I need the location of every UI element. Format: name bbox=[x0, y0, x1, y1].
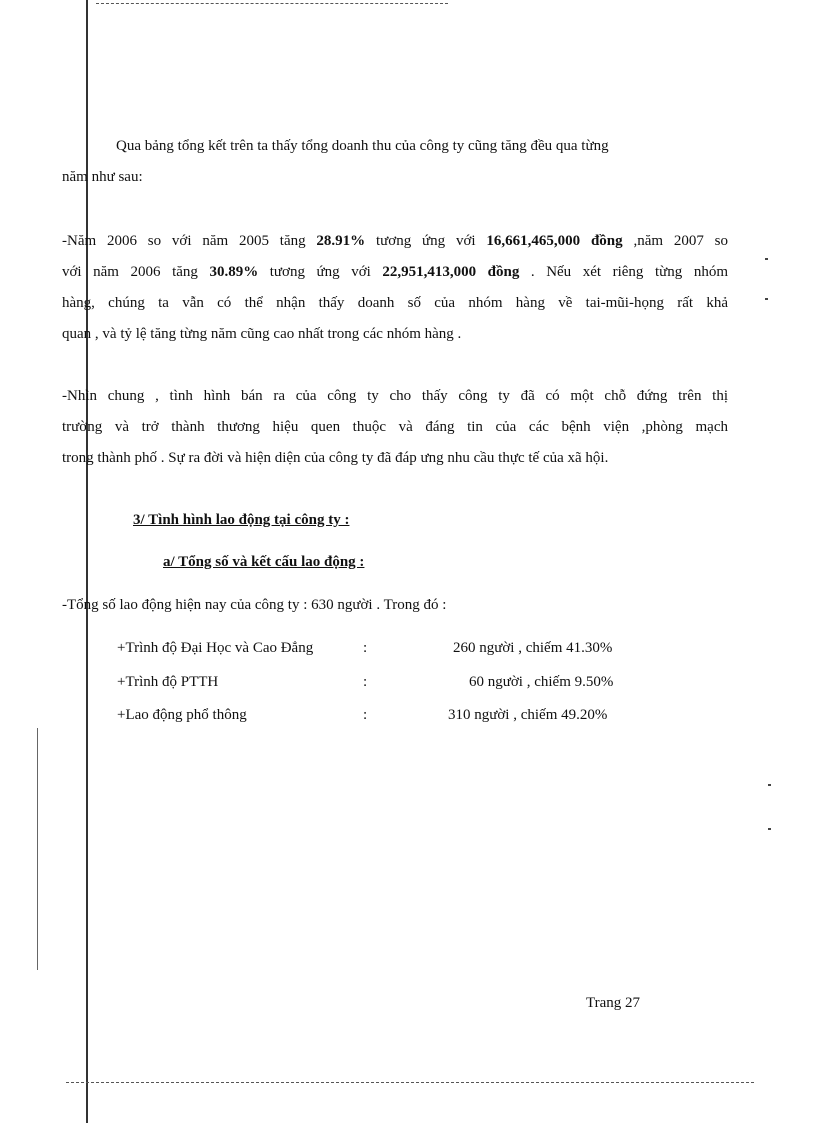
education-value: 60 người , chiếm 9.50% bbox=[469, 674, 614, 690]
scan-speck bbox=[768, 784, 771, 786]
overview-line-3: trong thành phố . Sự ra đời và hiện diện của công ty đã đáp ưng nhu cầu thực tế của xã hội. bbox=[62, 450, 609, 466]
growth-amount-2006: 16,661,465,000 đồng bbox=[486, 233, 623, 249]
scan-top-dash-row bbox=[96, 3, 448, 4]
scan-speck bbox=[768, 828, 771, 830]
education-label: +Trình độ Đại Học và Cao Đẳng bbox=[117, 640, 314, 656]
scan-left-edge-line bbox=[37, 728, 38, 970]
growth-amount-2007: 22,951,413,000 đồng bbox=[382, 264, 520, 280]
scan-speck bbox=[765, 298, 768, 300]
total-labor-line: -Tổng số lao động hiện nay của công ty : 630 người . Trong đó : bbox=[62, 597, 447, 613]
summary-line-2: năm như sau: bbox=[62, 169, 143, 185]
growth-line-4: quan , và tỷ lệ tăng từng năm cũng cao nhất trong các nhóm hàng . bbox=[62, 326, 462, 342]
education-colon: : bbox=[363, 674, 368, 690]
section-heading-labor: 3/ Tình hình lao động tại công ty : bbox=[133, 512, 350, 528]
page-number: Trang 27 bbox=[586, 995, 641, 1011]
growth-line-1: -Năm 2006 so với năm 2005 tăng 28.91% tương ứng với 16,661,465,000 đồng ,năm 2007 so bbox=[62, 233, 728, 249]
growth-line-3: hàng, chúng ta vẫn có thể nhận thấy doanh số của nhóm hàng về tai-mũi-họng rất khả bbox=[62, 295, 728, 311]
education-label: +Lao động phổ thông bbox=[117, 707, 247, 723]
overview-line-1: -Nhìn chung , tình hình bán ra của công ty cho thấy công ty đã có một chỗ đứng trên thị bbox=[62, 388, 728, 404]
growth-paragraph bbox=[62, 226, 728, 350]
summary-line-1: Qua bảng tổng kết trên ta thấy tổng doanh thu của công ty cũng tăng đều qua từng bbox=[116, 138, 609, 154]
summary-paragraph bbox=[62, 131, 728, 193]
education-colon: : bbox=[363, 707, 368, 723]
education-value: 310 người , chiếm 49.20% bbox=[448, 707, 608, 723]
overview-line-2: trường và trở thành thương hiệu quen thuộc và đáng tin của các bệnh viện ,phòng mạch bbox=[62, 419, 728, 435]
growth-line-2: với năm 2006 tăng 30.89% tương ứng với 22,951,413,000 đồng . Nếu xét riêng từng nhóm bbox=[62, 264, 728, 280]
education-value: 260 người , chiếm 41.30% bbox=[453, 640, 613, 656]
overview-paragraph bbox=[62, 381, 728, 474]
education-label: +Trình độ PTTH bbox=[117, 674, 219, 690]
growth-rate-2006: 28.91% bbox=[316, 233, 366, 249]
education-colon: : bbox=[363, 640, 368, 656]
growth-rate-2007: 30.89% bbox=[209, 264, 259, 280]
scan-bottom-dash-row bbox=[66, 1082, 754, 1083]
scan-speck bbox=[765, 258, 768, 260]
subsection-heading-labor-structure: a/ Tổng số và kết cấu lao động : bbox=[163, 554, 365, 570]
